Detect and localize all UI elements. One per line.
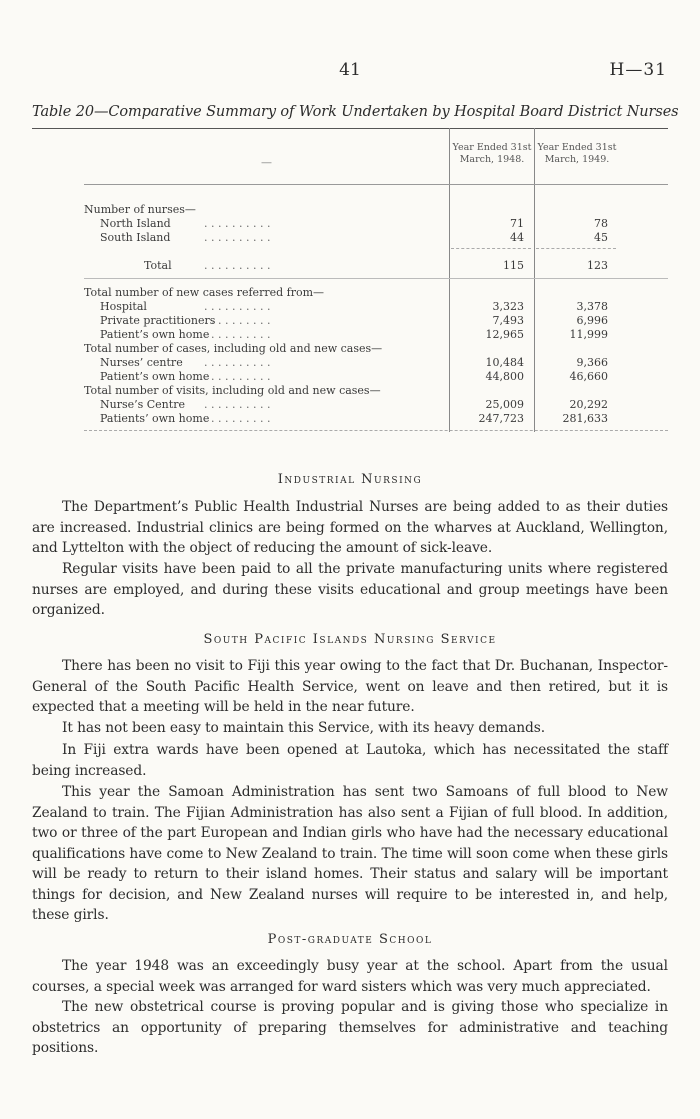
value-1948: 44 — [510, 231, 524, 244]
paragraph: In Fiji extra wards have been opened at Lautoka, which has necessitated the staff being increased. — [32, 742, 668, 779]
row-label: Nurses’ centre — [100, 356, 183, 369]
paragraph: The Department’s Public Health Industrial Nurses are being added to as their duties are increased. Industrial clinics are being formed on the wharves at Auckland, Wellington, and Lyttelton with the object of reducing the amount of sick-leave. — [32, 499, 668, 556]
row-label: North Island — [100, 217, 171, 230]
heading-south-pacific-nursing: South Pacific Islands Nursing Service — [203, 632, 497, 647]
leader-dots: . . . . . . . . . . — [204, 231, 271, 244]
row-label: Patients’ own home — [100, 412, 210, 425]
leader-dots: . . . . . . . . . . — [204, 412, 271, 425]
leader-dots: . . . . . . . . . . — [204, 370, 271, 383]
value-1948: 25,009 — [485, 398, 524, 411]
value-1949: 123 — [587, 259, 608, 272]
row-label: Patient’s own home — [100, 370, 210, 383]
value-1949: 20,292 — [569, 398, 608, 411]
leader-dots: . . . . . . . . . . — [204, 314, 271, 327]
row-label: Nurse’s Centre — [100, 398, 185, 411]
paragraph: The year 1948 was an exceedingly busy year at the school. Apart from the usual courses, a special week was arranged for ward sisters which was very much appreciated. — [32, 958, 668, 995]
leader-dots: . . . . . . . . . . — [204, 356, 271, 369]
page-reference: H—31 — [609, 60, 667, 80]
value-1949: 11,999 — [569, 328, 608, 341]
value-1948: 7,493 — [492, 314, 524, 327]
row-label: Total number of new cases referred from— — [84, 286, 325, 299]
comparative-summary-table — [84, 128, 668, 432]
leader-dots: . . . . . . . . . . — [204, 217, 271, 230]
row-label: Total number of visits, including old and new cases— — [84, 384, 381, 397]
row-label: Number of nurses— — [84, 203, 196, 216]
value-1949: 45 — [594, 231, 608, 244]
value-1948: 115 — [503, 259, 524, 272]
value-1949: 78 — [594, 217, 608, 230]
column-header-1948: Year Ended 31st March, 1948. — [452, 142, 532, 165]
value-1948: 10,484 — [485, 356, 524, 369]
row-label: Total — [144, 259, 172, 272]
value-1949: 6,996 — [576, 314, 608, 327]
header-rule — [84, 184, 668, 185]
paragraph: There has been no visit to Fiji this year owing to the fact that Dr. Buchanan, Inspector-General of the South Pacific Health Service, went on leave and then retired, but it is expected that a meeting will be held in the near future. — [32, 658, 668, 715]
value-1949: 3,378 — [576, 300, 608, 313]
table-bottom-rule — [84, 430, 668, 431]
value-1948: 71 — [510, 217, 524, 230]
paragraph: It has not been easy to maintain this Service, with its heavy demands. — [62, 720, 546, 736]
subtotal-rule — [451, 248, 531, 249]
row-label: Patient’s own home — [100, 328, 210, 341]
table-title: Table 20—Comparative Summary of Work Undertaken by Hospital Board District Nurses — [32, 104, 679, 120]
paragraph: The new obstetrical course is proving popular and is giving those who specialize in obstetrics an opportunity of preparing themselves for administrative and teaching positions. — [32, 999, 668, 1056]
value-1948: 44,800 — [485, 370, 524, 383]
row-label: Hospital — [100, 300, 147, 313]
value-1948: 12,965 — [485, 328, 524, 341]
row-label: Private practitioners — [100, 314, 216, 327]
paragraph: This year the Samoan Administration has sent two Samoans of full blood to New Zealand to train. The Fijian Administration has also sent a Fijian of full blood. In addition, two or three of the part European and Indian girls who have had the necessary educational qualifications have come to New Zealand to train. The time will soon come when these girls will be ready to return to their island homes. Their status and salary will be important things for decision, and New Zealand nurses will require to be interested in, and help, these girls. — [32, 784, 668, 923]
column-header-1949: Year Ended 31st March, 1949. — [537, 142, 617, 165]
value-1949: 281,633 — [562, 412, 608, 425]
page-number: 41 — [339, 60, 361, 80]
heading-industrial-nursing: Industrial Nursing — [277, 472, 423, 487]
section-rule — [84, 278, 668, 279]
row-label: Total number of cases, including old and new cases— — [84, 342, 383, 355]
leader-dots: . . . . . . . . . . — [204, 328, 271, 341]
leader-dots: . . . . . . . . . . — [204, 259, 271, 272]
heading-post-graduate-school: Post-graduate School — [267, 932, 433, 947]
leader-dots: . . . . . . . . . . — [204, 398, 271, 411]
subtotal-rule — [536, 248, 616, 249]
value-1948: 3,323 — [492, 300, 524, 313]
paragraph: Regular visits have been paid to all the private manufacturing units where registered nurses are employed, and during these visits educational and group meetings have been organized. — [32, 561, 668, 618]
column-divider — [534, 128, 535, 432]
row-label: South Island — [100, 231, 171, 244]
value-1948: 247,723 — [478, 412, 524, 425]
value-1949: 46,660 — [569, 370, 608, 383]
leader-dots: . . . . . . . . . . — [204, 300, 271, 313]
value-1949: 9,366 — [576, 356, 608, 369]
column-divider — [449, 128, 450, 432]
stub-header: — — [261, 156, 272, 169]
